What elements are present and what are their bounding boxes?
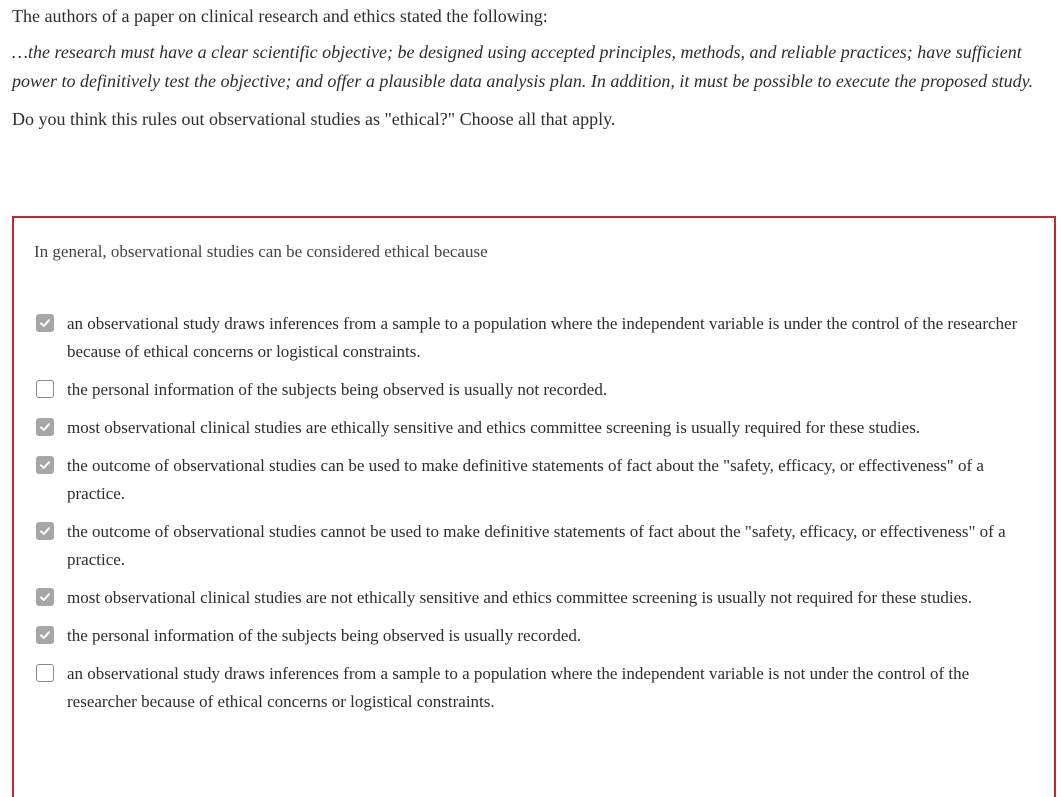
checkmark-icon <box>39 317 51 329</box>
option-label[interactable]: most observational clinical studies are ethically sensitive and ethics committee screening is usually required for these studies. <box>67 418 921 437</box>
checkmark-icon <box>39 525 51 537</box>
checkbox-unchecked[interactable] <box>36 664 54 682</box>
question-intro-section <box>12 0 1057 133</box>
question-quote: …the research must have a clear scientific objective; be designed using accepted principles, methods, and reliable practices; have sufficient power to definitively test the objective; and offer a plausible data analysis plan. In addition, it must be possible to execute the proposed study. <box>12 42 1034 91</box>
checkbox-checked[interactable] <box>36 456 54 474</box>
answer-box <box>12 216 1056 797</box>
option-label[interactable]: an observational study draws inferences from a sample to a population where the independent variable is not under the control of the researcher because of ethical concerns or logistical constraints. <box>67 664 970 711</box>
option-label[interactable]: an observational study draws inferences from a sample to a population where the independent variable is under the control of the researcher because of ethical concerns or logistical constraints. <box>67 314 1018 361</box>
option-label[interactable]: the outcome of observational studies can be used to make definitive statements of fact about the "safety, efficacy, or effectiveness" of a practice. <box>67 456 984 503</box>
question-intro: The authors of a paper on clinical research and ethics stated the following: <box>12 6 548 26</box>
checkbox-unchecked[interactable] <box>36 380 54 398</box>
option-item[interactable] <box>36 414 1036 442</box>
option-item[interactable] <box>36 310 1036 366</box>
option-item[interactable] <box>36 452 1036 508</box>
option-label[interactable]: the personal information of the subjects being observed is usually recorded. <box>67 626 582 645</box>
answer-stem: In general, observational studies can be considered ethical because <box>34 242 488 261</box>
checkmark-icon <box>39 459 51 471</box>
option-label[interactable]: most observational clinical studies are not ethically sensitive and ethics committee screening is usually not required for these studies. <box>67 588 973 607</box>
checkmark-icon <box>39 591 51 603</box>
option-item[interactable] <box>36 584 1036 612</box>
option-item[interactable] <box>36 622 1036 650</box>
option-item[interactable] <box>36 660 1036 716</box>
checkmark-icon <box>39 421 51 433</box>
checkbox-checked[interactable] <box>36 418 54 436</box>
checkbox-checked[interactable] <box>36 522 54 540</box>
option-list <box>36 310 1036 726</box>
option-label[interactable]: the outcome of observational studies cannot be used to make definitive statements of fact about the "safety, efficacy, or effectiveness" of a practice. <box>67 522 1006 569</box>
option-item[interactable] <box>36 518 1036 574</box>
checkbox-checked[interactable] <box>36 588 54 606</box>
checkbox-checked[interactable] <box>36 314 54 332</box>
option-item[interactable] <box>36 376 1036 404</box>
question-prompt: Do you think this rules out observational studies as "ethical?" Choose all that apply. <box>12 109 616 129</box>
option-label[interactable]: the personal information of the subjects being observed is usually not recorded. <box>67 380 608 399</box>
checkbox-checked[interactable] <box>36 626 54 644</box>
checkmark-icon <box>39 629 51 641</box>
